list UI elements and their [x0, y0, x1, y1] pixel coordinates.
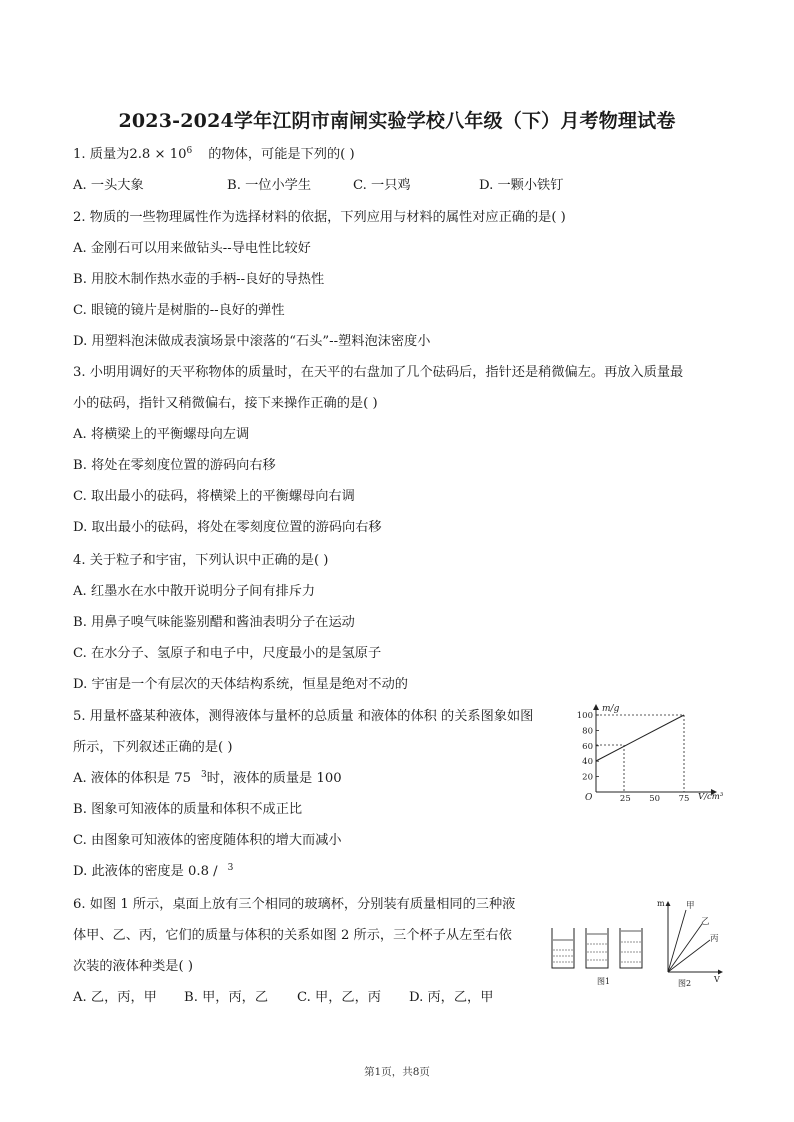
q6-stem-line3: 次装的液体种类是( ): [73, 959, 193, 974]
q5-x-axis-label: V/cm³: [698, 792, 724, 802]
q6-glass-right: [620, 928, 642, 968]
q2-option-b: B. 用胶木制作热水壶的手柄--良好的导热性: [73, 272, 325, 287]
q6-fig2-label-yi: 乙: [701, 917, 710, 927]
q5-y-tick-label: 40: [582, 757, 593, 768]
q4-option-d: D. 宇宙是一个有层次的天体结构系统，恒星是绝对不动的: [73, 677, 408, 692]
q6-fig2-line-bing: [668, 940, 710, 972]
q5-option-c: C. 由图象可知液体的密度随体积的增大而减小: [73, 833, 342, 848]
q2-option-c: C. 眼镜的镜片是树脂的--良好的弹性: [73, 303, 285, 318]
q3-option-d: D. 取出最小的砝码，将处在零刻度位置的游码向右移: [73, 520, 382, 535]
q3-stem-line2: 小的砝码，指针又稍微偏右，接下来操作正确的是( ): [73, 396, 378, 411]
q3-option-c: C. 取出最小的砝码，将横梁上的平衡螺母向右调: [73, 489, 355, 504]
q5-mass-volume-graph: [576, 702, 736, 802]
q5-stem-line1: 5. 用量杯盛某种液体，测得液体与量杯的总质量 和液体的体积 的关系图象如图: [73, 709, 534, 724]
q6-fig2-label-jia: 甲: [686, 901, 695, 911]
q2-stem: 2. 物质的一些物理属性作为选择材料的依据，下列应用与材料的属性对应正确的是( ): [73, 210, 566, 225]
q6-option-a: A. 乙，丙，甲: [73, 990, 157, 1005]
q5-option-d: D. 此液体的密度是 0.8 / $^3$: [73, 863, 234, 879]
q6-option-c: C. 甲，乙，丙: [297, 990, 381, 1005]
q5-x-tick-label: 25: [619, 794, 631, 802]
q6-figure2-label: 图2: [678, 979, 692, 988]
q5-x-tick-label: 75: [678, 794, 690, 802]
q6-fig2-line-yi: [668, 924, 702, 972]
q4-option-a: A. 红墨水在水中散开说明分子间有排斥力: [73, 584, 316, 599]
q5-origin: O: [585, 793, 593, 802]
q6-stem-line2: 体甲、乙、丙，它们的质量与体积的关系如图 2 所示，三个杯子从左至右依: [73, 928, 512, 943]
q3-stem-line1: 3. 小明用调好的天平称物体的质量时，在天平的右盘加了几个砝码后，指针还是稍微偏左。再放入质量最: [73, 365, 684, 380]
q5-y-tick-label: 60: [582, 741, 593, 752]
q5-x-ticks: [620, 794, 689, 802]
q6-fig2-label-bing: 丙: [710, 934, 719, 944]
q6-figure1-label: 图1: [597, 977, 611, 986]
q6-glass-left: [552, 928, 574, 968]
q2-option-a: A. 金刚石可以用来做钻头--导电性比较好: [73, 241, 311, 256]
q1-option-a: A. 一头大象: [73, 178, 144, 193]
q5-x-tick-label: 50: [649, 794, 661, 802]
q6-option-b: B. 甲，丙，乙: [184, 990, 269, 1005]
q5-option-b: B. 图象可知液体的质量和体积不成正比: [73, 802, 303, 817]
q5-y-tick-label: 100: [576, 711, 593, 721]
q4-stem: 4. 关于粒子和宇宙，下列认识中正确的是( ): [73, 553, 329, 568]
q6-fig2-y-label: m: [657, 899, 665, 908]
exam-title: 2023-2024学年江阴市南闸实验学校八年级（下）月考物理试卷: [118, 110, 676, 132]
q5-option-a: A. 液体的体积是 75 $^3$时，液体的质量是 100: [73, 770, 342, 786]
q5-data-line: [596, 715, 684, 761]
q6-fig2-line-jia: [668, 910, 686, 972]
q5-y-tick-label: 20: [582, 772, 593, 783]
q6-figure1-glasses: [546, 918, 656, 988]
page-footer: 第1页，共8页: [364, 1066, 430, 1078]
q1-stem: 1. 质量为$2.8 \times 10^6$ 的物体，可能是下列的( ): [73, 146, 355, 162]
q6-stem-line1: 6. 如图 1 所示，桌面上放有三个相同的玻璃杯，分别装有质量相同的三种液: [73, 897, 516, 912]
q1-option-b: B. 一位小学生: [227, 178, 312, 193]
q2-option-d: D. 用塑料泡沫做成表演场景中滚落的“石头”--塑料泡沫密度小: [73, 334, 431, 349]
q6-option-d: D. 丙，乙，甲: [409, 990, 494, 1005]
q6-figure2-graph: [656, 896, 736, 988]
q4-option-c: C. 在水分子、氢原子和电子中，尺度最小的是氢原子: [73, 646, 382, 661]
q4-option-b: B. 用鼻子嗅气味能鉴别醋和酱油表明分子在运动: [73, 615, 355, 630]
q1-option-d: D. 一颗小铁钉: [479, 178, 564, 193]
q5-y-axis-label: m/g: [602, 704, 620, 714]
q5-stem-line2: 所示，下列叙述正确的是( ): [73, 740, 233, 755]
q6-glass-middle: [586, 928, 608, 968]
q5-y-tick-label: 80: [582, 726, 593, 737]
q1-option-c: C. 一只鸡: [353, 178, 411, 193]
q3-option-b: B. 将处在零刻度位置的游码向右移: [73, 458, 276, 473]
q1-mass-value: $2.8 \times 10^6$: [129, 146, 193, 162]
q6-fig2-x-label: V: [714, 975, 720, 984]
q3-option-a: A. 将横梁上的平衡螺母向左调: [73, 427, 250, 442]
